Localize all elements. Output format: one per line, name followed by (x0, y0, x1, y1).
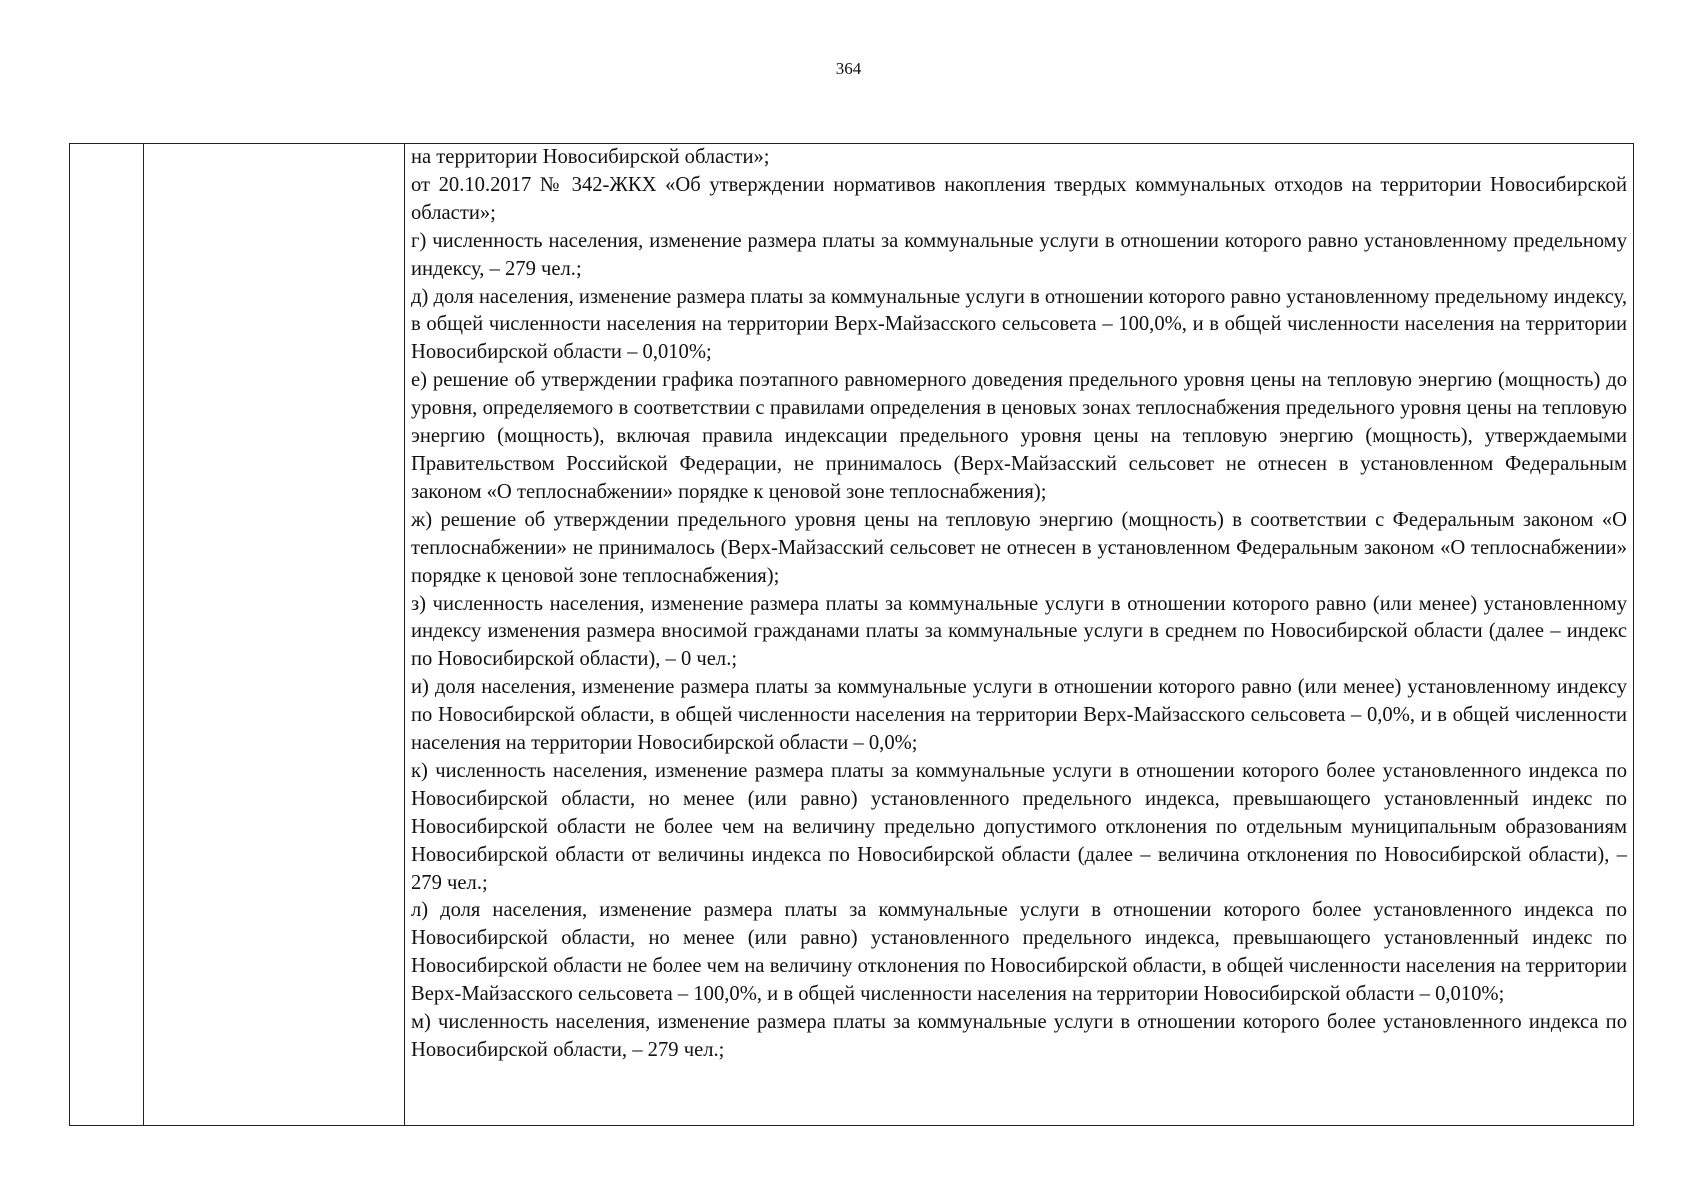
paragraph: к) численность населения, изменение размера платы за коммунальные услуги в отношении которого более установленного индекса по Новосибирской области, но менее (или равно) установленного предельного индекса, превышающего установленный индекс по Новосибирской области не более чем на величину предельно допустимого отклонения по отдельным муниципальным образованиям Новосибирской области от величины индекса по Новосибирской области (далее – величина отклонения по Новосибирской области), – 279 чел.; (411, 759, 1627, 894)
table-row (70, 144, 1634, 1126)
paragraph: з) численность населения, изменение размера платы за коммунальные услуги в отношении которого равно (или менее) установленному индексу изменения размера вносимой гражданами платы за коммунальные услуги в среднем по Новосибирской области (далее – индекс по Новосибирской области), – 0 чел.; (411, 592, 1627, 671)
paragraph: л) доля населения, изменение размера платы за коммунальные услуги в отношении которого более установленного индекса по Новосибирской области, но менее (или равно) установленного предельного индекса, превышающего установленный индекс по Новосибирской области не более чем на величину отклонения по Новосибирской области, в общей численности населения на территории Верх-Майзасского сельсовета – 100,0%, и в общей численности населения на территории Новосибирской области – 0,010%; (411, 899, 1627, 1006)
page-number: 364 (835, 59, 862, 78)
paragraph: е) решение об утверждении графика поэтапного равномерного доведения предельного уровня цены на тепловую энергию (мощность) до уровня, определяемого в соответствии с правилами определения в ценовых зонах теплоснабжения предельного уровня цены на тепловую энергию (мощность), включая правила индексации предельного уровня цены на тепловую энергию (мощность), утверждаемыми Правительством Российской Федерации, не принималось (Верх-Майзасский сельсовет не отнесен в установленном Федеральным законом «О теплоснабжении» порядке к ценовой зоне теплоснабжения); (411, 369, 1627, 503)
paragraph: на территории Новосибирской области»; (411, 146, 770, 168)
document-table (69, 143, 1634, 1126)
paragraph: м) численность населения, изменение размера платы за коммунальные услуги в отношении которого более установленного индекса по Новосибирской области, – 279 чел.; (411, 1011, 1627, 1061)
table-cell-content (405, 144, 1634, 1126)
paragraph: д) доля населения, изменение размера платы за коммунальные услуги в отношении которого равно установленному предельному индексу, в общей численности населения на территории Верх-Майзасского сельсовета – 100,0%, и в общей численности населения на территории Новосибирской области – 0,010%; (411, 285, 1627, 364)
paragraph: г) численность населения, изменение размера платы за коммунальные услуги в отношении которого равно установленному предельному индексу, – 279 чел.; (411, 229, 1627, 280)
table-cell-item (144, 144, 405, 1126)
table-cell-number (70, 144, 144, 1126)
paragraph: от 20.10.2017 № 342-ЖКХ «Об утверждении нормативов накопления твердых коммунальных отходов на территории Новосибирской области»; (411, 173, 1627, 224)
paragraph: и) доля населения, изменение размера платы за коммунальные услуги в отношении которого равно (или менее) установленному индексу по Новосибирской области, в общей численности населения на территории Верх-Майзасского сельсовета – 0,0%, и в общей численности населения на территории Новосибирской области – 0,0%; (411, 676, 1627, 755)
paragraph: ж) решение об утверждении предельного уровня цены на тепловую энергию (мощность) в соответствии с Федеральным законом «О теплоснабжении» не принималось (Верх-Майзасский сельсовет не отнесен в установленном Федеральным законом «О теплоснабжении» порядке к ценовой зоне теплоснабжения); (411, 508, 1627, 587)
